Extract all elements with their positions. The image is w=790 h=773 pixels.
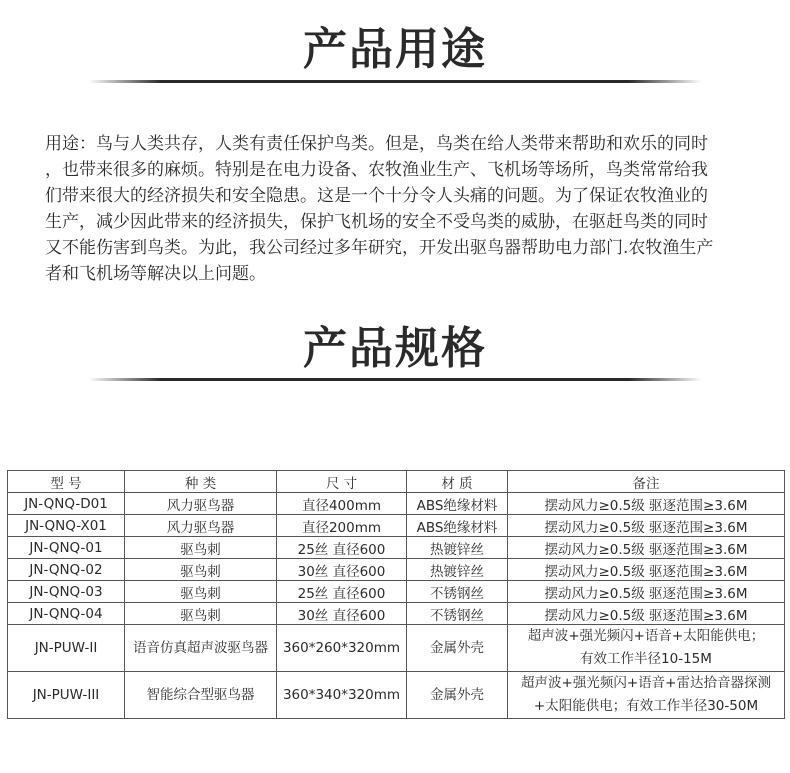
- cell-note: 摆动风力≥0.5级 驱逐范围≥3.6M: [508, 603, 785, 625]
- cell-model: JN-PUW-II: [8, 625, 125, 672]
- cell-note: [508, 672, 785, 719]
- cell-size: 25丝 直径600: [277, 581, 407, 603]
- cell-type: 驱鸟刺: [125, 559, 277, 581]
- note-line: 有效工作半径10-15M: [580, 651, 712, 667]
- specs-title-divider: [88, 378, 702, 381]
- cell-note: 摆动风力≥0.5级 驱逐范围≥3.6M: [508, 515, 785, 537]
- usage-title-divider: [88, 80, 702, 83]
- cell-note: 摆动风力≥0.5级 驱逐范围≥3.6M: [508, 537, 785, 559]
- note-line: +太阳能供电；有效工作半径30-50M: [533, 698, 759, 714]
- cell-note: 摆动风力≥0.5级 驱逐范围≥3.6M: [508, 493, 785, 515]
- header-material: 材 质: [407, 471, 508, 493]
- cell-type: 驱鸟刺: [125, 537, 277, 559]
- header-model: 型 号: [8, 471, 125, 493]
- cell-model: JN-QNQ-X01: [8, 515, 125, 537]
- cell-model: JN-PUW-III: [8, 672, 125, 719]
- header-type: 种 类: [125, 471, 277, 493]
- cell-type: 风力驱鸟器: [125, 515, 277, 537]
- cell-material: 不锈钢丝: [407, 581, 508, 603]
- table-row: [8, 672, 785, 719]
- cell-type: 驱鸟刺: [125, 603, 277, 625]
- cell-material: 热镀锌丝: [407, 559, 508, 581]
- cell-material: ABS绝缘材料: [407, 493, 508, 515]
- usage-line: 们带来很大的经济损失和安全隐患。这是一个十分令人头痛的问题。为了保证农牧渔业的: [45, 186, 708, 206]
- cell-note: [508, 625, 785, 672]
- table-row: [8, 493, 785, 515]
- header-size: 尺 寸: [277, 471, 407, 493]
- cell-model: JN-QNQ-04: [8, 603, 125, 625]
- header-note: 备注: [508, 471, 785, 493]
- cell-model: JN-QNQ-D01: [8, 493, 125, 515]
- cell-material: ABS绝缘材料: [407, 515, 508, 537]
- specs-header-row: [8, 471, 785, 493]
- cell-size: 30丝 直径600: [277, 559, 407, 581]
- cell-model: JN-QNQ-03: [8, 581, 125, 603]
- cell-model: JN-QNQ-02: [8, 559, 125, 581]
- cell-size: 360*260*320mm: [277, 625, 407, 672]
- table-row: [8, 625, 785, 672]
- usage-section-title: 产品用途: [303, 24, 487, 75]
- usage-line: 用途：鸟与人类共存，人类有责任保护鸟类。但是，鸟类在给人类带来帮助和欢乐的同时: [45, 134, 708, 154]
- usage-line: 者和飞机场等解决以上问题。: [45, 264, 266, 284]
- cell-type: 语音仿真超声波驱鸟器: [125, 625, 277, 672]
- cell-type: 驱鸟刺: [125, 581, 277, 603]
- note-line: 超声波+强光频闪+语音+太阳能供电；: [527, 628, 765, 644]
- cell-size: 25丝 直径600: [277, 537, 407, 559]
- usage-line: 又不能伤害到鸟类。为此，我公司经过多年研究，开发出驱鸟器帮助电力部门.农牧渔生产: [45, 238, 714, 258]
- table-row: [8, 537, 785, 559]
- cell-size: 30丝 直径600: [277, 603, 407, 625]
- cell-material: 金属外壳: [407, 672, 508, 719]
- table-row: [8, 603, 785, 625]
- cell-model: JN-QNQ-01: [8, 537, 125, 559]
- cell-size: 直径200mm: [277, 515, 407, 537]
- cell-type: 智能综合型驱鸟器: [125, 672, 277, 719]
- cell-material: 热镀锌丝: [407, 537, 508, 559]
- cell-note: 摆动风力≥0.5级 驱逐范围≥3.6M: [508, 581, 785, 603]
- table-row: [8, 581, 785, 603]
- cell-note: 摆动风力≥0.5级 驱逐范围≥3.6M: [508, 559, 785, 581]
- cell-size: 360*340*320mm: [277, 672, 407, 719]
- cell-type: 风力驱鸟器: [125, 493, 277, 515]
- specs-table: [7, 470, 785, 719]
- cell-size: 直径400mm: [277, 493, 407, 515]
- usage-line: 生产，减少因此带来的经济损失，保护飞机场的安全不受鸟类的威胁，在驱赶鸟类的同时: [45, 212, 708, 232]
- cell-material: 不锈钢丝: [407, 603, 508, 625]
- usage-line: ，也带来很多的麻烦。特别是在电力设备、农牧渔业生产、飞机场等场所，鸟类常常给我: [45, 160, 708, 180]
- table-row: [8, 515, 785, 537]
- specs-section-title: 产品规格: [303, 323, 487, 374]
- table-row: [8, 559, 785, 581]
- note-line: 超声波+强光频闪+语音+雷达拾音器探测: [521, 675, 771, 691]
- usage-paragraph: [45, 131, 765, 287]
- cell-material: 金属外壳: [407, 625, 508, 672]
